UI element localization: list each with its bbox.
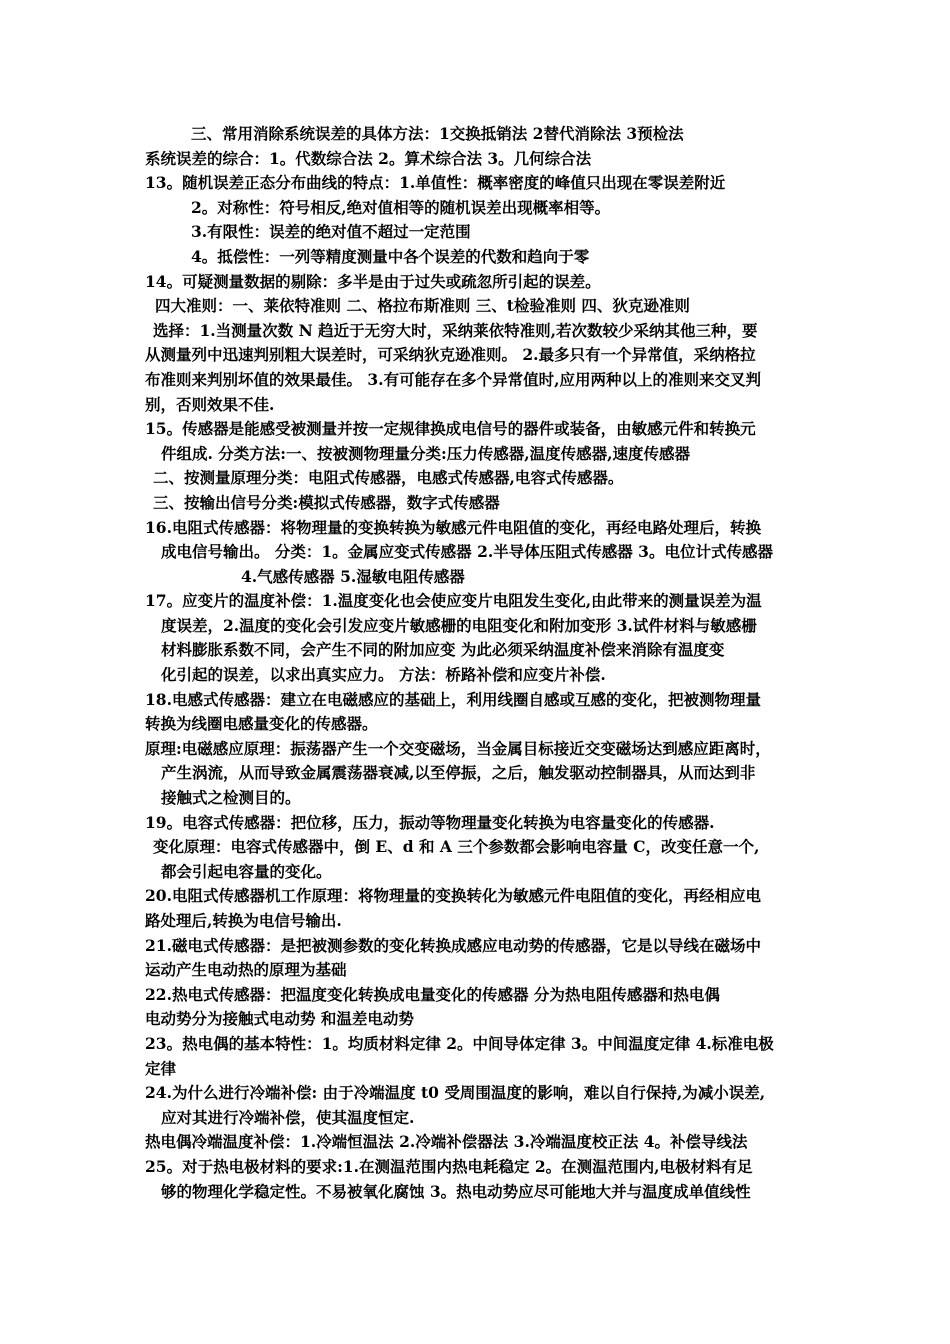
text-line: 17。应变片的温度补偿：1.温度变化也会使应变片电阻发生变化,由此带来的测量误差为温	[145, 591, 762, 611]
text-line: 运动产生电动热的原理为基础	[145, 960, 347, 980]
text-line: 原理:电磁感应原理：振荡器产生一个交变磁场，当金属目标接近交变磁场达到感应距离时，	[145, 738, 771, 758]
text-line: 19。电容式传感器：把位移，压力，振动等物理量变化转换为电容量变化的传感器.	[145, 812, 715, 832]
text-line: 16.电阻式传感器：将物理量的变换转换为敏感元件电阻值的变化，再经电路处理后，转换	[145, 517, 761, 537]
text-line: 三、常用消除系统误差的具体方法：1交换抵销法 2替代消除法 3预检法	[191, 124, 684, 143]
text-line: 转换为线圈电感量变化的传感器。	[145, 714, 378, 734]
text-line: 15。传感器是能感受被测量并按一定规律换成电信号的器件或装备，由敏感元件和转换元	[145, 419, 756, 439]
text-line: 二、按测量原理分类：电阻式传感器，电感式传感器,电容式传感器。	[153, 468, 624, 488]
text-line: 4。抵偿性：一列等精度测量中各个误差的代数和趋向于零	[191, 246, 590, 266]
text-line: 14。可疑测量数据的剔除：多半是由于过失或疏忽所引起的误差。	[145, 271, 601, 291]
text-line: 定律	[145, 1058, 177, 1078]
text-line: 产生涡流，从而导致金属震荡器衰减,以至停振，之后，触发驱动控制器具，从而达到非	[161, 763, 756, 783]
text-line: 24.为什么进行冷端补偿: 由于冷端温度 t0 受周围温度的影响，难以自行保持,为减小误差,	[145, 1083, 766, 1103]
text-line: 4.气感传感器 5.湿敏电阻传感器	[241, 566, 465, 586]
text-line: 22.热电式传感器：把温度变化转换成电量变化的传感器 分为热电阻传感器和热电偶	[145, 984, 720, 1004]
text-line: 都会引起电容量的变化。	[161, 861, 332, 881]
text-line: 件组成. 分类方法:一、按被测物理量分类:压力传感器,温度传感器,速度传感器	[161, 443, 691, 463]
text-line: 变化原理：电容式传感器中，倒 E、d 和 A 三个参数都会影响电容量 C，改变任意一个,	[153, 837, 760, 857]
text-line: 化引起的误差，以求出真实应力。 方法：桥路补偿和应变片补偿.	[161, 665, 606, 685]
text-line: 21.磁电式传感器：是把被测参数的变化转换成感应电动势的传感器，它是以导线在磁场中	[145, 935, 761, 955]
text-line: 三、按输出信号分类:模拟式传感器，数字式传感器	[153, 492, 500, 512]
text-line: 从测量列中迅速判别粗大误差时，可采纳狄克逊准则。 2.最多只有一个异常值，采纳格拉	[145, 345, 756, 365]
text-line: 别，否则效果不佳.	[145, 394, 275, 414]
text-line: 选择：1.当测量次数 N 趋近于无穷大时，采纳莱依特准则,若次数较少采纳其他三种，要	[153, 320, 758, 340]
text-line: 够的物理化学稳定性。不易被氧化腐蚀 3。热电动势应尽可能地大并与温度成单值线性	[161, 1181, 751, 1201]
text-line: 电动势分为接触式电动势 和温差电动势	[145, 1009, 414, 1029]
text-line: 3.有限性：误差的绝对值不超过一定范围	[191, 222, 471, 242]
text-line: 布准则来判别坏值的效果最佳。 3.有可能存在多个异常值时,应用两种以上的准则来交叉判	[145, 369, 761, 389]
text-line: 四大准则：一、莱依特准则 二、格拉布斯准则 三、t检验准则 四、狄克逊准则	[155, 296, 690, 316]
text-line: 应对其进行冷端补偿，使其温度恒定.	[161, 1107, 415, 1127]
text-line: 路处理后,转换为电信号输出.	[145, 911, 342, 930]
text-line: 成电信号输出。 分类：1。金属应变式传感器 2.半导体压阻式传感器 3。电位计式传感器	[161, 542, 773, 562]
text-line: 13。随机误差正态分布曲线的特点：1.单值性：概率密度的峰值只出现在零误差附近	[145, 173, 726, 193]
text-line: 热电偶冷端温度补偿：1.冷端恒温法 2.冷端补偿器法 3.冷端温度校正法 4。补偿导线法	[145, 1132, 748, 1152]
text-line: 18.电感式传感器：建立在电磁感应的基础上，利用线圈自感或互感的变化，把被测物理量	[145, 689, 761, 709]
text-line: 20.电阻式传感器机工作原理：将物理量的变换转化为敏感元件电阻值的变化，再经相应电	[145, 886, 761, 906]
text-line: 材料膨胀系数不同，会产生不同的附加应变 为此必须采纳温度补偿来消除有温度变	[161, 640, 725, 660]
text-line: 接触式之检测目的。	[161, 788, 301, 808]
text-line: 度误差，2.温度的变化会引发应变片敏感栅的电阻变化和附加变形 3.试件材料与敏感栅	[161, 615, 757, 635]
text-line: 25。对于热电极材料的要求:1.在测温范围内热电耗稳定 2。在测温范围内,电极材料有足	[145, 1156, 753, 1176]
text-line: 2。对称性：符号相反,绝对值相等的随机误差出现概率相等。	[191, 197, 611, 217]
text-line: 23。热电偶的基本特性：1。均质材料定律 2。中间导体定律 3。中间温度定律 4.标准电极	[145, 1033, 774, 1053]
document-page	[145, 122, 815, 1204]
text-line: 系统误差的综合：1。代数综合法 2。算术综合法 3。几何综合法	[145, 148, 592, 168]
